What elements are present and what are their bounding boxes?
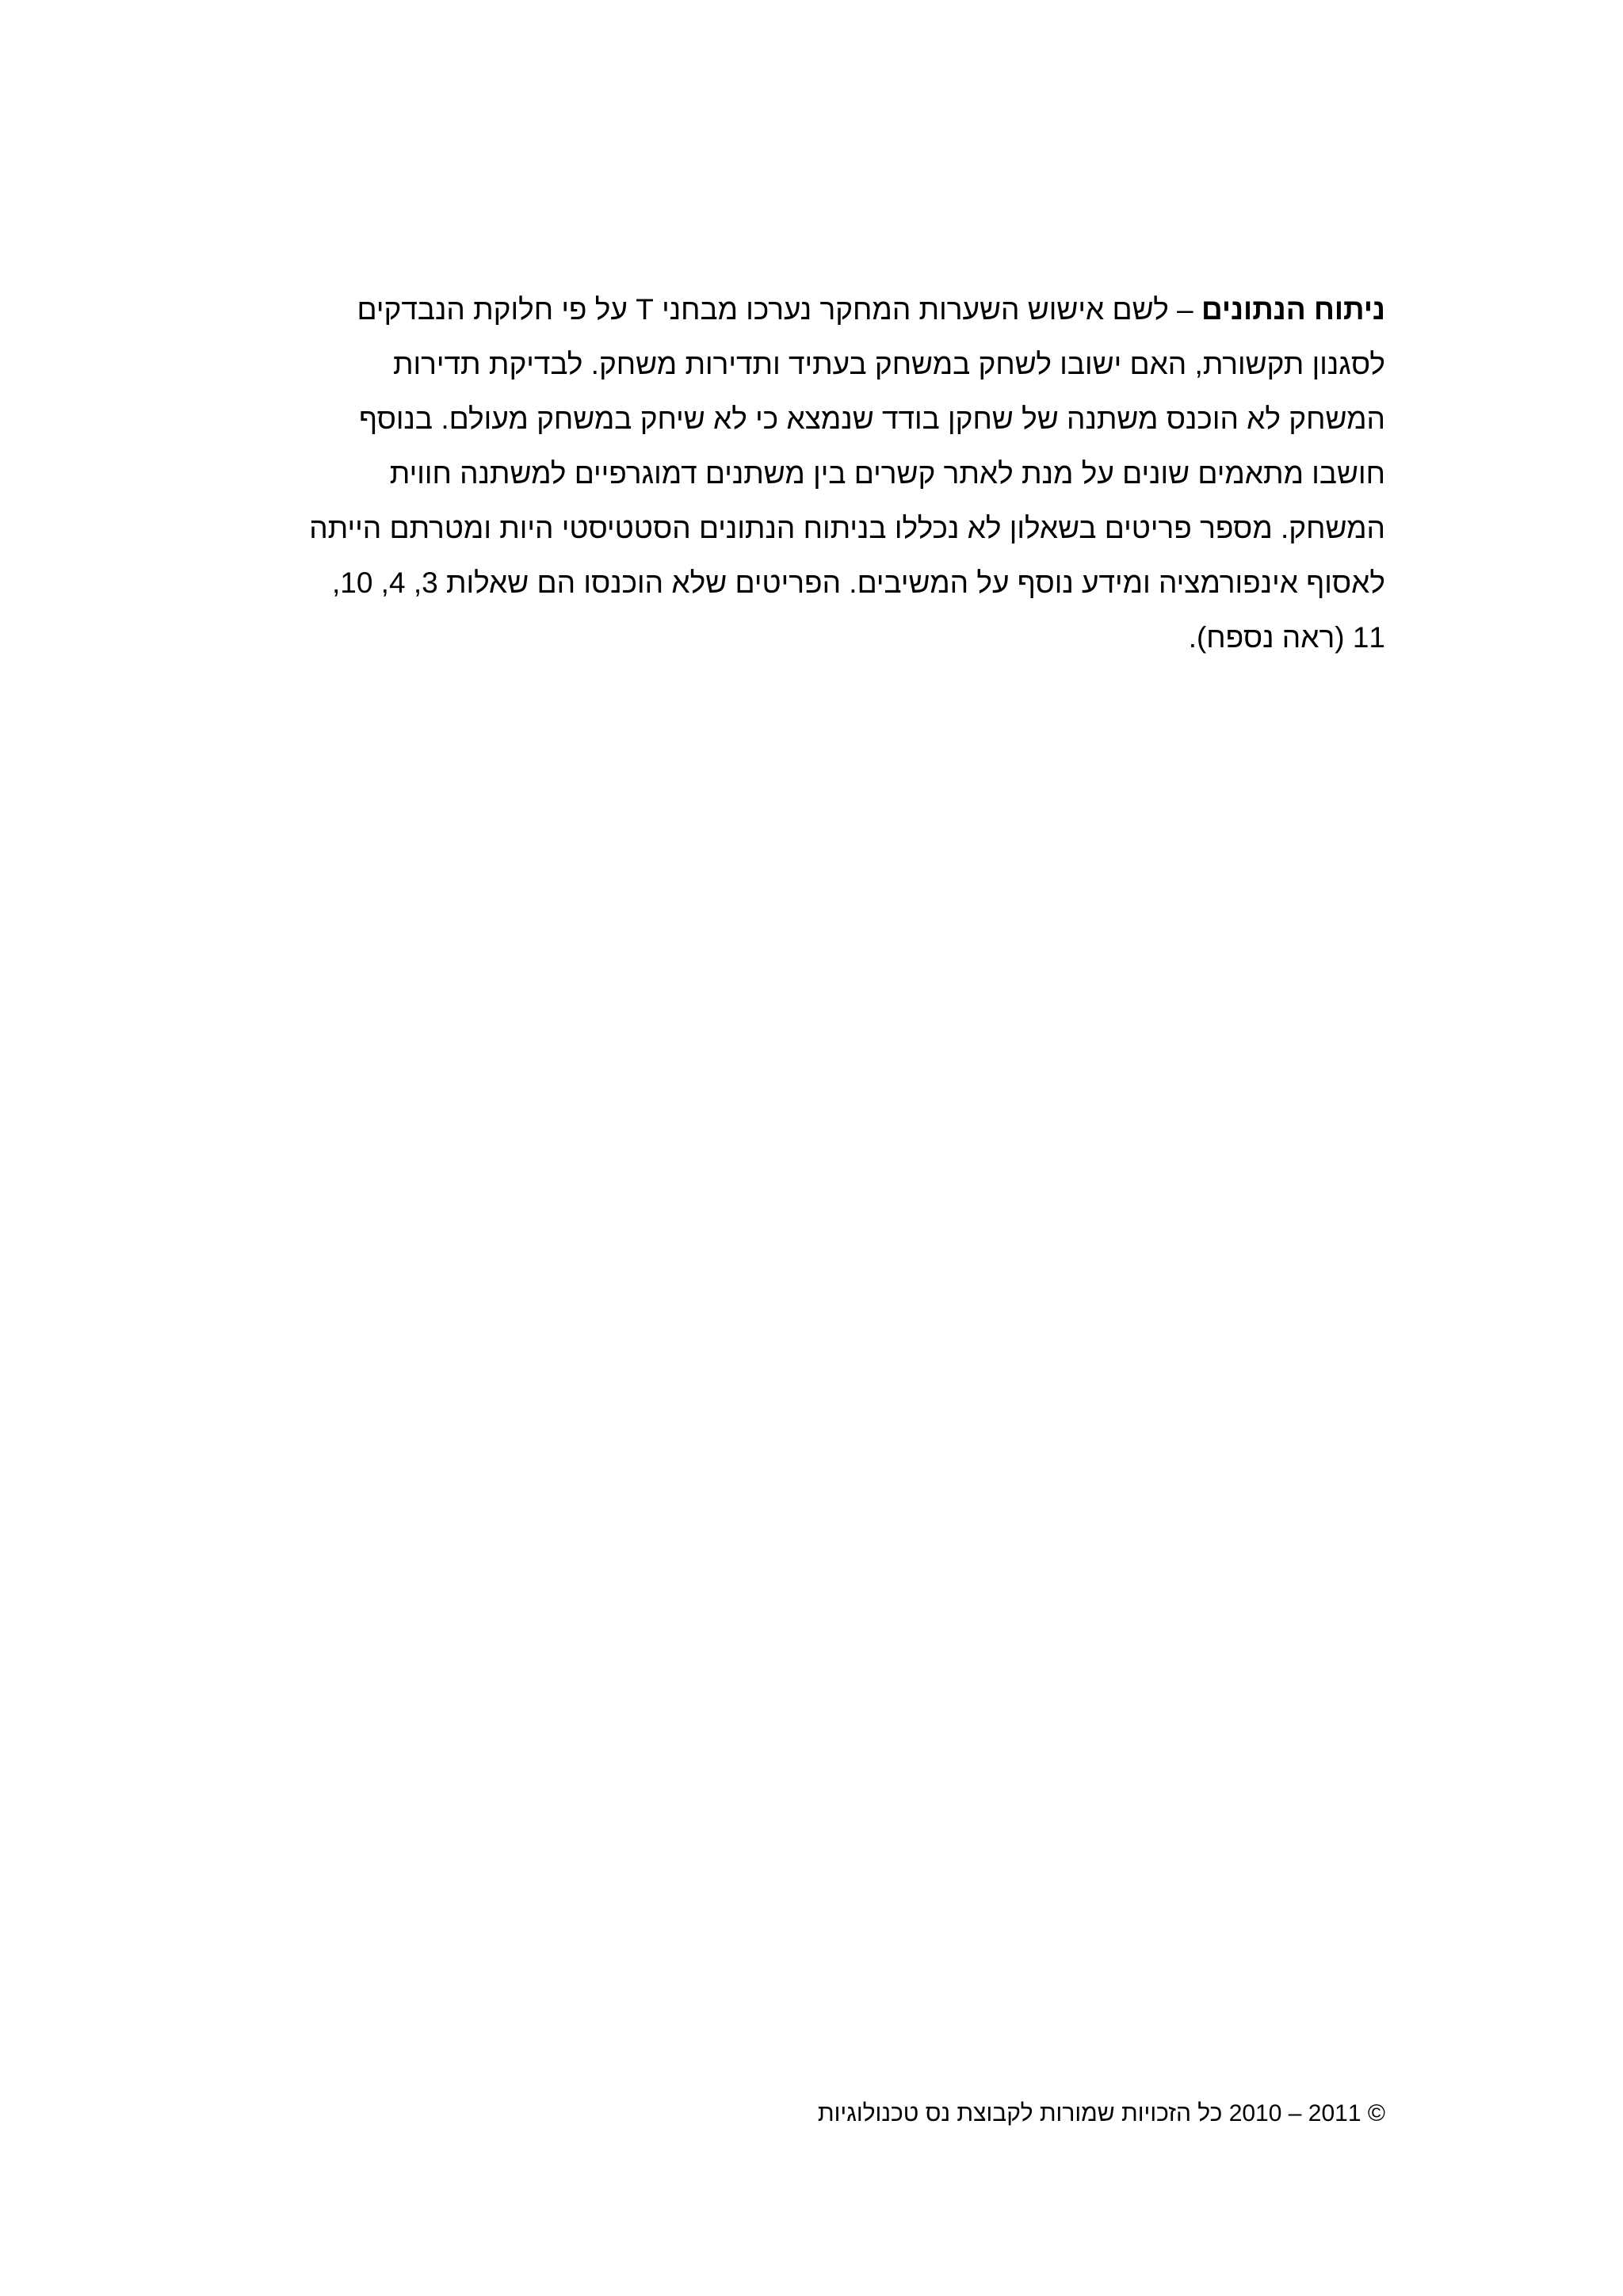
body-paragraph [262, 282, 1385, 665]
paragraph-line-2: לסגנון תקשורת, האם ישובו לשחק במשחק בעתיד ותדירות משחק. לבדיקת תדירות [392, 348, 1385, 380]
paragraph-line-5: המשחק. מספר פריטים בשאלון לא נכללו בניתוח הנתונים הסטטיסטי היות ומטרתם הייתה [309, 512, 1385, 544]
paragraph-line-6: לאסוף אינפורמציה ומידע נוסף על המשיבים. הפריטים שלא הוכנסו הם שאלות 3, 4, 10, [331, 566, 1385, 599]
paragraph-line-7: 11 (ראה נספח). [1188, 621, 1385, 654]
paragraph-line-3: המשחק לא הוכנס משתנה של שחקן בודד שנמצא כי לא שיחק במשחק מעולם. בנוסף [358, 402, 1385, 435]
copyright-footer: © 2011 – 2010 כל הזכויות שמורות לקבוצת נס טכנולוגיות [817, 2100, 1385, 2126]
paragraph-line-1-text: – לשם אישוש השערות המחקר נערכו מבחני T על פי חלוקת הנבדקים [357, 293, 1201, 326]
paragraph-line-4: חושבו מתאמים שונים על מנת לאתר קשרים בין משתנים דמוגרפיים למשתנה חווית [389, 457, 1385, 490]
paragraph-line-1 [262, 282, 1385, 337]
section-heading: ניתוח הנתונים [1201, 293, 1385, 326]
